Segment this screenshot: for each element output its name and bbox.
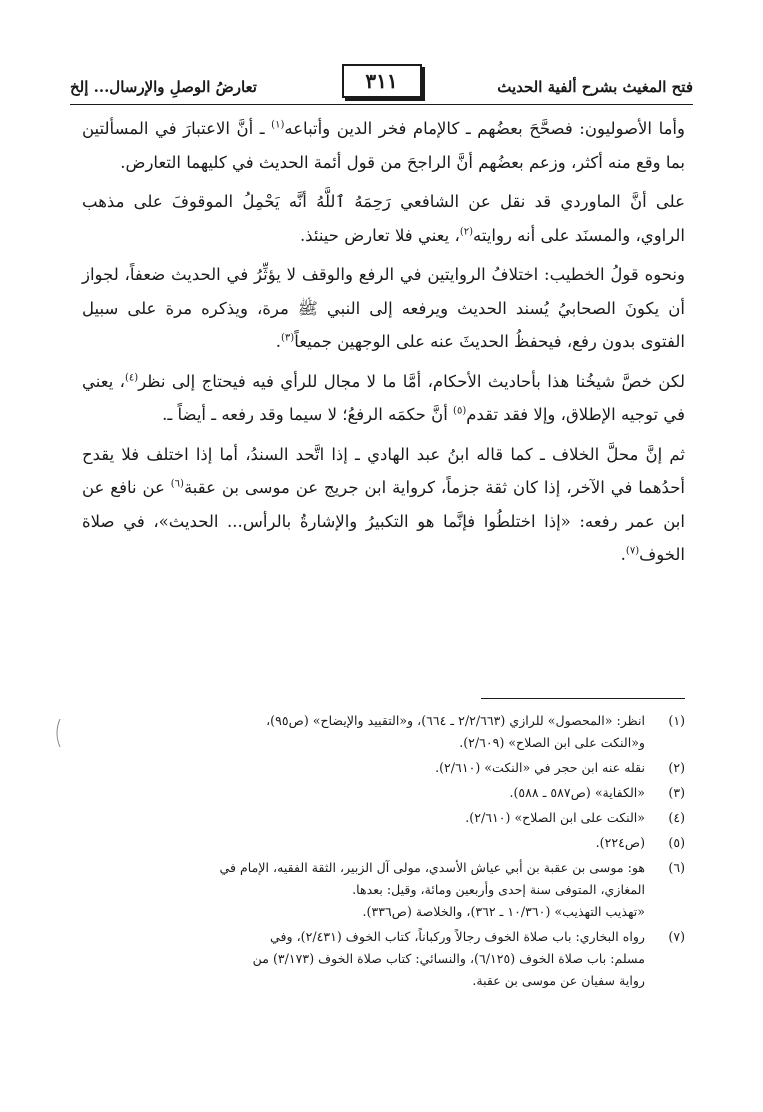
- footnote-1: (١) انظر: «المحصول» للرازي (٢/٢/٦٦٣ ـ ٦٦٤)، و«التقييد والإيضاح» (ص٩٥)، و«النكت على ابن الصلاح» (٢/٦٠٩).: [266, 713, 685, 750]
- footnote-6: (٦) هو: موسى بن عقبة بن أبي عياش الأسدي، مولى آل الزبير، الثقة الفقيه، الإمام في المغازي، المتوفى سنة إحدى وأربعين ومائة، وقيل: بعدها. «تهذيب التهذيب» (١٠/٣٦٠ ـ ٣٦٢)، والخلاصة (ص٣٣٦).: [219, 860, 685, 919]
- footnote-2: (٢) نقله عنه ابن حجر في «النكت» (٢/٦١٠).: [435, 760, 685, 775]
- footnote-ref: (٣): [281, 332, 295, 344]
- main-text: [82, 112, 685, 578]
- footnote-ref: (٦): [170, 478, 184, 490]
- margin-mark: [52, 718, 62, 748]
- footnote-3: (٣) «الكفاية» (ص٥٨٧ ـ ٥٨٨).: [509, 785, 685, 800]
- paragraph-3: ونحوه قولُ الخطيب: اختلافُ الروايتين في الرفع والوقف لا يؤثِّرُ في الحديث ضعفاً، لجواز أن يكونَ الصحابيُ يُسند الحديث ويرفعه إلى النبي ﷺ مرة، ويذكره مرة على سبيل الفتوى بدون رفع، فيحفظُ الحديثَ عنه على الوجهين جميعاً$^{(٣)}$.: [82, 265, 685, 351]
- page-header: [70, 64, 693, 104]
- footnote-ref: (٢): [459, 226, 473, 237]
- footnote-separator: [481, 698, 685, 699]
- footnote-ref: (٥): [453, 405, 467, 417]
- header-rule: [70, 104, 693, 105]
- footnote-ref: (٤): [125, 372, 139, 383]
- paragraph-1: وأما الأصوليون: فصحَّحَ بعضُهم ـ كالإمام فخر الدين وأتباعه$^{(١)}$ ـ أنَّ الاعتبارَ في المسألتين بما وقع منه أكثر، وزعم بعضُهم أنَّ الراجحَ من قول أئمة الحديث في كليهما التعارض.: [82, 119, 685, 172]
- footnotes: [82, 710, 685, 995]
- paragraph-2: على أنَّ الماوردي قد نقل عن الشافعي رَحِمَهُ ٱللَّهُ أنَّه يَحْمِلُ الموقوفَ على مذهب الراوي، والمسنَد على أنه روايته$^{(٢)}$، يعني فلا تعارض حينئذ.: [82, 192, 685, 245]
- footnote-5: (٥) (ص٢٢٤).: [595, 835, 685, 850]
- chapter-title: تعارضُ الوصلِ والإرسال... إلخ: [70, 78, 257, 96]
- footnote-4: (٤) «النكت على ابن الصلاح» (٢/٦١٠).: [465, 810, 685, 825]
- paragraph-4: لكن خصَّ شيخُنا هذا بأحاديث الأحكام، أمَّا ما لا مجال للرأي فيه فيحتاج إلى نظر$^{(٤)}$، يعني في توجيه الإطلاق، وإلا فقد تقدم$^{(٥)}$ أنَّ حكمَه الرفعُ؛ لا سيما وقد رفعه ـ أيضاً ـ.: [82, 371, 685, 424]
- footnote-7: (٧) رواه البخاري: باب صلاة الخوف رجالاً وركباناً، كتاب الخوف (٢/٤٣١)، وفي مسلم: باب صلاة الخوف (٦/١٢٥)، والنسائي: كتاب صلاة الخوف (٣/١٧٣) من رواية سفيان عن موسى بن عقبة.: [252, 929, 685, 988]
- footnote-ref: (١): [271, 119, 285, 131]
- book-title: فتح المغيث بشرح ألفية الحديث: [497, 78, 693, 96]
- paragraph-5: ثم إنَّ محلَّ الخلاف ـ كما قاله ابنُ عبد الهادي ـ إذا اتَّحد السندُ، أما إذا اختلف فلا يقدح أحدُهما في الآخر، إذا كان ثقة جزماً، كرواية ابن جريج عن موسى بن عقبة$^{(٦)}$ عن نافع عن ابن عمر رفعه: «إذا اختلطُوا فإنَّما هو التكبيرُ والإشارةُ بالرأس... الحديث»، في صلاة الخوف$^{(٧)}$.: [82, 444, 685, 564]
- page-number: ٣١١: [342, 64, 422, 98]
- footnote-ref: (٧): [625, 545, 640, 557]
